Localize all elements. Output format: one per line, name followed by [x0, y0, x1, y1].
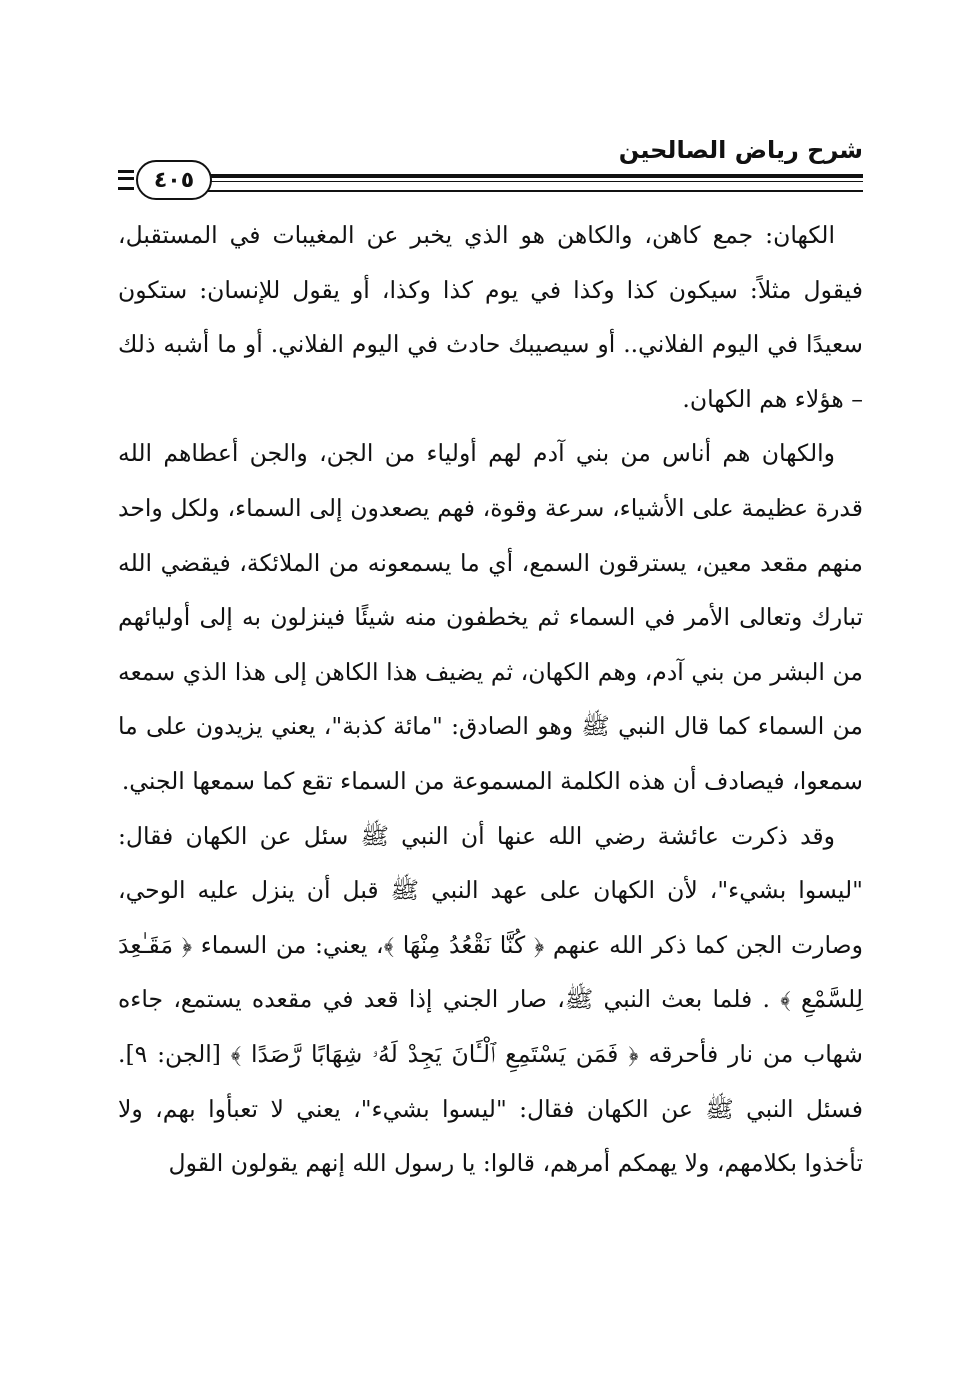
header-end-mark: [118, 170, 134, 190]
header-rule: [204, 174, 863, 192]
body-text: [118, 208, 863, 1191]
page-header: [118, 128, 863, 198]
book-title: شرح رياض الصالحين: [618, 136, 863, 164]
paragraph-2: والكهان هم أناس من بني آدم لهم أولياء من الجن، والجن أعطاهم الله قدرة عظيمة على الأشياء، سرعة وقوة، فهم يصعدون إلى السماء، ولكل واحد منهم مقعد معين، يسترقون السمع، أي ما يسمعونه من الملائكة، فيقضي الله تبارك وتعالى الأمر في السماء ثم يخطفون منه شيئًا فينزلون به إلى أوليائهم من البشر من بني آدم، وهم الكهان، ثم يضيف هذا الكاهن إلى هذا الذي سمعه من السماء كما قال النبي ﷺ وهو الصادق: "مائة كذبة"، يعني يزيدون على ما سمعوا، فيصادف أن هذه الكلمة المسموعة من السماء تقع كما سمعها الجني.: [118, 439, 863, 795]
page-number: ٤٠٥: [136, 160, 212, 200]
paragraph-1: الكهان: جمع كاهن، والكاهن هو الذي يخبر عن المغيبات في المستقبل، فيقول مثلاً: سيكون كذا وكذا في يوم كذا وكذا، أو يقول للإنسان: ستكون سعيدًا في اليوم الفلاني.. أو سيصيبك حادث في اليوم الفلاني. أو ما أشبه ذلك – هؤلاء هم الكهان.: [118, 221, 863, 413]
paragraph-3: وقد ذكرت عائشة رضي الله عنها أن النبي ﷺ سئل عن الكهان فقال: "ليسوا بشيء"، لأن الكهان على عهد النبي ﷺ قبل أن ينزل عليه الوحي، وصارت الجن كما ذكر الله عنهم ﴿ كُنَّا نَقْعُدُ مِنْهَا ﴾، يعني: من السماء ﴿ مَقَـٰعِدَ لِلسَّمْعِ ﴾ . فلما بعث النبي ﷺ، صار الجني إذا قعد في مقعده يستمع، جاءه شهاب من نار فأحرقه ﴿ فَمَن يَسْتَمِعِ ٱلْـَٔانَ يَجِدْ لَهُۥ شِهَابًا رَّصَدًا ﴾ [الجن: ٩]. فسئل النبي ﷺ عن الكهان فقال: "ليسوا بشيء"، يعني لا تعبأوا بهم، ولا تأخذوا بكلامهم، ولا يهمكم أمرهم، قالوا: يا رسول الله إنهم يقولون القول: [118, 821, 863, 1178]
